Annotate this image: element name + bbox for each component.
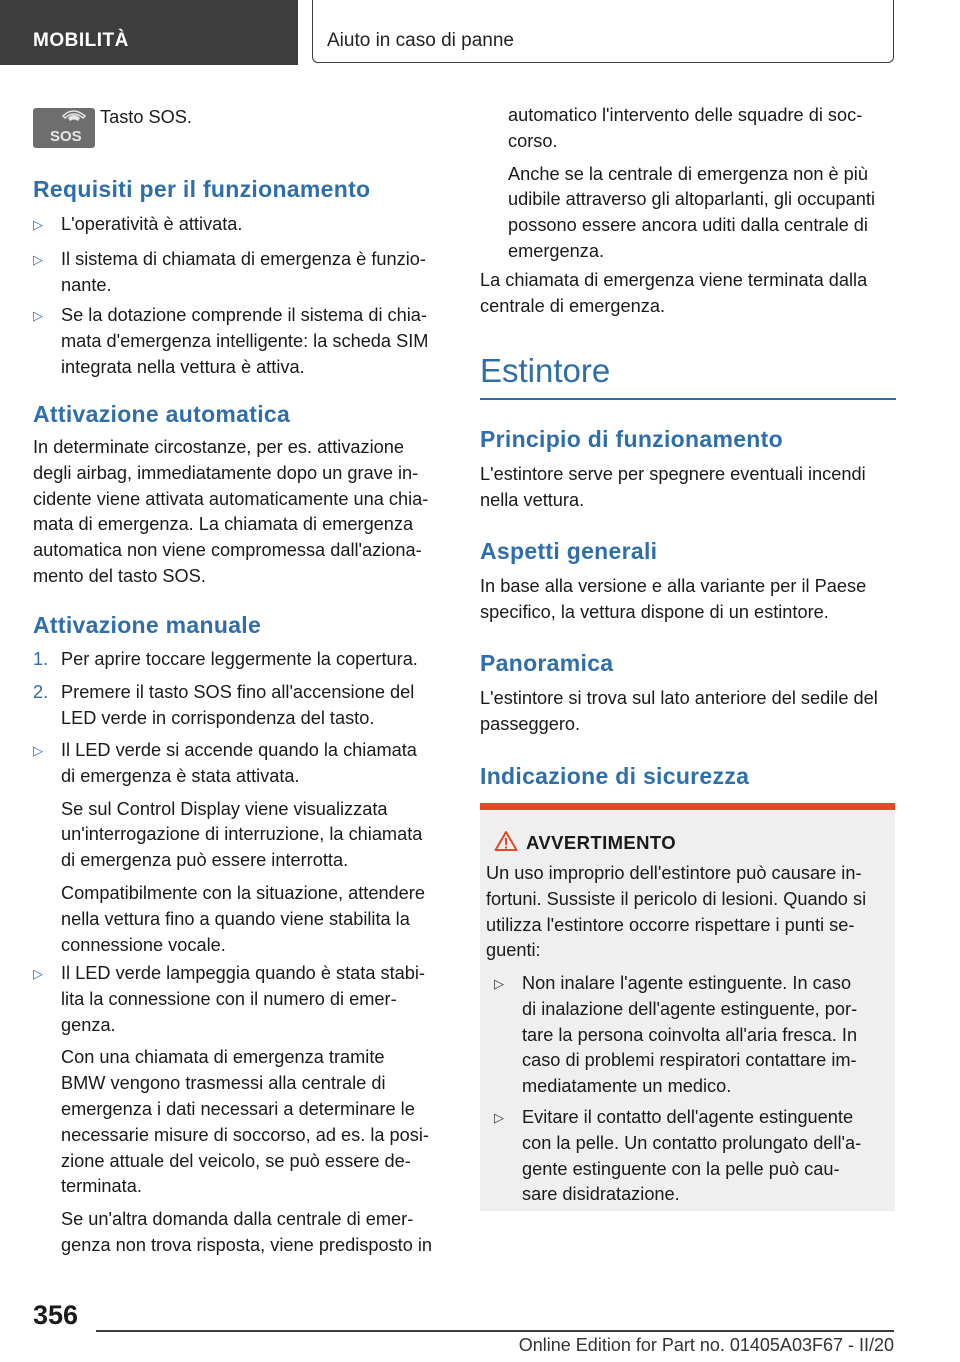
warning-title: AVVERTIMENTO — [526, 832, 677, 853]
general-text: In base alla versione e alla variante per il Paese specifico, la vettura dispone di un estintore. — [480, 576, 867, 622]
warning-item: ▷ Evitare il contatto dell'agente estinguente con la pelle. Un contatto prolungato dell'a- gente estinguente con la pelle può cau- sare disidratazione. — [494, 1107, 862, 1205]
requirements-heading: Requisiti per il funzionamento — [33, 176, 371, 202]
sos-button-icon — [33, 108, 95, 148]
auto-activation-heading: Attivazione automatica — [33, 401, 291, 427]
bullet-triangle-icon: ▷ — [33, 252, 43, 267]
overview-text: L'estintore si trova sul lato anteriore del sedile del passeggero. — [480, 688, 878, 734]
sos-caption: Tasto SOS. — [100, 107, 192, 127]
svg-text:SOS: SOS — [50, 128, 82, 145]
principle-text: L'estintore serve per spegnere eventuali incendi nella vettura. — [480, 464, 866, 510]
section-rule — [480, 398, 896, 400]
overview-heading: Panoramica — [480, 650, 614, 676]
bullet-triangle-icon: ▷ — [494, 976, 504, 991]
footer-rule — [96, 1330, 894, 1332]
bullet-triangle-icon: ▷ — [494, 1110, 504, 1125]
section-title: Estintore — [480, 352, 611, 389]
warning-text: Un uso improprio dell'estintore può causare in- fortuni. Sussiste il pericolo di lesioni. Quando si utilizza l'estintore occorre rispettare i punti se- guenti: — [486, 863, 867, 961]
continued-text: automatico l'intervento delle squadre di soc- corso. Anche se la centrale di emergenza non è più udibile attraverso gli altoparlanti, gli occupanti possono essere ancora uditi dalla centrale di emergenza. — [508, 105, 875, 261]
auto-activation-text: In determinate circostanze, per es. attivazione degli airbag, immediatamente dopo un grave in- cidente viene attivata automaticamente una chia- mata di emergenza. La chiamata di emergenza automatica non viene compromessa dall'aziona- mento del tasto SOS. — [33, 437, 429, 586]
warning-bar — [480, 803, 895, 810]
warning-triangle-icon — [494, 830, 518, 857]
bullet-triangle-icon: ▷ — [33, 966, 43, 981]
warning-item: ▷ Non inalare l'agente estinguente. In caso di inalazione dell'agente estinguente, por- tare la persona coinvolta all'aria fresca. In caso di problemi respiratori contattare im- mediatamente un medico. — [494, 973, 858, 1097]
topic-title: Aiuto in caso di panne — [327, 30, 514, 51]
end-call-text: La chiamata di emergenza viene terminata dalla centrale di emergenza. — [480, 270, 868, 316]
manual-activation-heading: Attivazione manuale — [33, 612, 262, 638]
bullet-triangle-icon: ▷ — [33, 308, 43, 323]
general-heading: Aspetti generali — [480, 538, 658, 564]
chapter-tab — [0, 0, 298, 65]
warning-box — [480, 803, 895, 1211]
topic-tab — [312, 0, 894, 63]
safety-heading: Indicazione di sicurezza — [480, 763, 750, 789]
page-number: 356 — [33, 1300, 79, 1330]
bullet-triangle-icon: ▷ — [33, 743, 43, 758]
bullet-triangle-icon: ▷ — [33, 217, 43, 232]
principle-heading: Principio di funzionamento — [480, 426, 783, 452]
edition-note: Online Edition for Part no. 01405A03F67 - II/20 — [518, 1335, 894, 1355]
chapter-title: MOBILITÀ — [33, 30, 129, 51]
